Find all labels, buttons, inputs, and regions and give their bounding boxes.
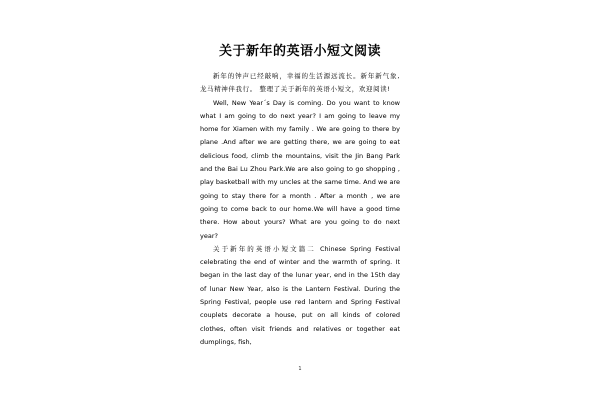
paragraph-new-year-plans: Well, New Year´s Day is coming. Do you want to know what I am going to do next year? I am going to leave my home for Xiamen with my family . We are going to there by plane .And after we are getting there, we are going to eat delicious food, climb the mountains, visit the Jin Bang Park and the Bai Lu Zhou Park.We are also going to go shopping , play basketball with my uncles at the same time. And we are going to stay there for a month . After a month , we are going to come back to our home.We will have a good time there. How about yours? What are you going to do next year?	[200, 98, 400, 240]
document-title: 关于新年的英语小短文阅读	[218, 44, 381, 59]
intro-paragraph: 新年的钟声已经敲响，幸福的生活源远流长。新年新气象,龙马精神伴我行。 整理了关于新年的英语小短文，欢迎阅读!	[200, 72, 400, 94]
document-body	[200, 70, 400, 349]
page-number: 1	[298, 366, 302, 372]
paragraph-spring-festival: 关于新年的英语小短文篇二 Chinese Spring Festival celebrating the end of winter and the warmth of spring. It began in the last day of the lunar year, end in the 15th day of lunar New Year, also is the Lantern Festival. During the Spring Festival, people use red lantern and Spring Festival couplets decorate a house, put on all kinds of colored clothes, often visit friends and relatives or together eat dumplings, fish,	[200, 244, 400, 346]
